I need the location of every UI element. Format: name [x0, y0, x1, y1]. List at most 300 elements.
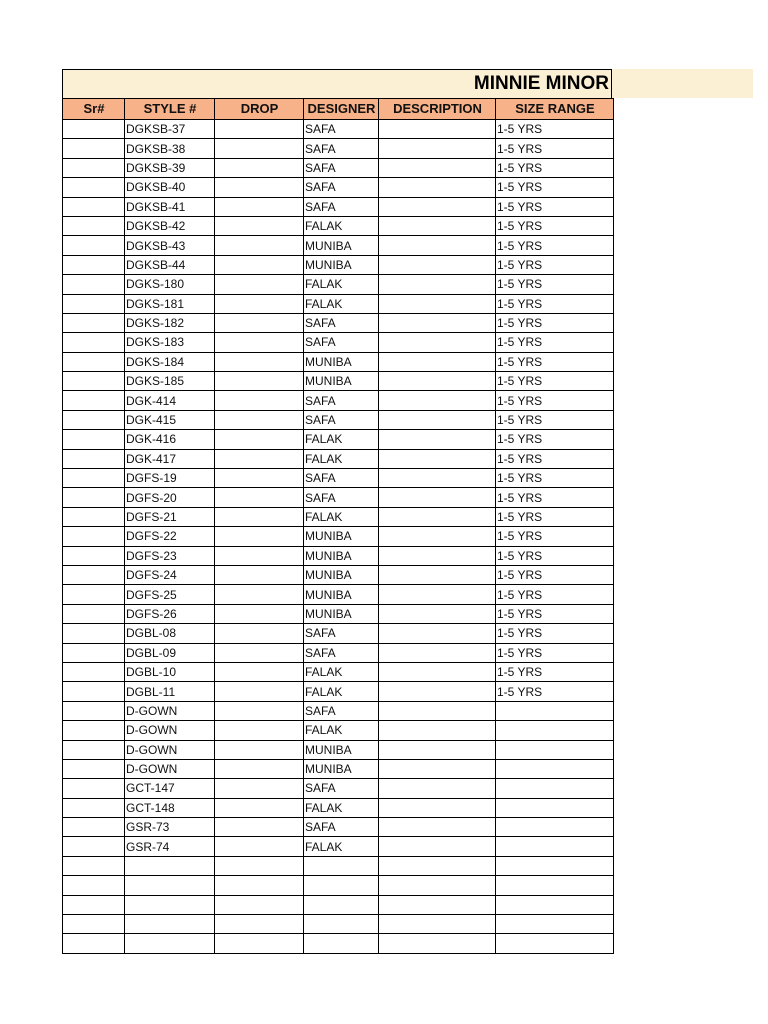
- cell-sr[interactable]: [63, 294, 125, 313]
- cell-designer[interactable]: SAFA: [304, 701, 379, 720]
- cell-description[interactable]: [379, 391, 496, 410]
- table-row: [63, 934, 614, 953]
- cell-size-range[interactable]: 1-5 YRS: [496, 158, 614, 177]
- cell-drop[interactable]: [215, 818, 304, 837]
- table-row: [63, 876, 614, 895]
- table-row: [63, 178, 614, 197]
- cell-size-range[interactable]: 1-5 YRS: [496, 449, 614, 468]
- cell-description[interactable]: [379, 158, 496, 177]
- cell-sr[interactable]: [63, 507, 125, 526]
- cell-description[interactable]: [379, 818, 496, 837]
- cell-description[interactable]: [379, 275, 496, 294]
- cell-drop[interactable]: [215, 837, 304, 856]
- cell-style[interactable]: [125, 915, 215, 934]
- cell-drop[interactable]: [215, 236, 304, 255]
- table-row: [63, 120, 614, 139]
- cell-size-range[interactable]: 1-5 YRS: [496, 546, 614, 565]
- cell-drop[interactable]: [215, 798, 304, 817]
- cell-drop[interactable]: [215, 313, 304, 332]
- cell-size-range[interactable]: [496, 779, 614, 798]
- cell-designer[interactable]: SAFA: [304, 624, 379, 643]
- cell-description[interactable]: [379, 565, 496, 584]
- table-row: [63, 294, 614, 313]
- cell-style[interactable]: DGKSB-41: [125, 197, 215, 216]
- cell-size-range[interactable]: [496, 915, 614, 934]
- cell-description[interactable]: [379, 449, 496, 468]
- cell-style[interactable]: DGKS-183: [125, 333, 215, 352]
- cell-style[interactable]: DGKSB-44: [125, 255, 215, 274]
- cell-description[interactable]: [379, 798, 496, 817]
- cell-style[interactable]: [125, 876, 215, 895]
- table-row: [63, 372, 614, 391]
- table-row: [63, 759, 614, 778]
- cell-designer[interactable]: [304, 856, 379, 875]
- cell-style[interactable]: DGBL-10: [125, 662, 215, 681]
- cell-designer[interactable]: MUNIBA: [304, 236, 379, 255]
- cell-size-range[interactable]: 1-5 YRS: [496, 662, 614, 681]
- cell-size-range[interactable]: 1-5 YRS: [496, 139, 614, 158]
- cell-size-range[interactable]: 1-5 YRS: [496, 352, 614, 371]
- cell-size-range[interactable]: 1-5 YRS: [496, 565, 614, 584]
- style-table: [62, 98, 614, 954]
- cell-sr[interactable]: [63, 856, 125, 875]
- cell-sr[interactable]: [63, 469, 125, 488]
- table-row: [63, 488, 614, 507]
- cell-sr[interactable]: [63, 876, 125, 895]
- table-row: [63, 449, 614, 468]
- cell-size-range[interactable]: [496, 876, 614, 895]
- cell-drop[interactable]: [215, 721, 304, 740]
- header-drop[interactable]: DROP: [215, 99, 304, 120]
- cell-sr[interactable]: [63, 798, 125, 817]
- cell-size-range[interactable]: [496, 740, 614, 759]
- cell-sr[interactable]: [63, 197, 125, 216]
- table-row: [63, 915, 614, 934]
- cell-description[interactable]: [379, 333, 496, 352]
- sheet-title: MINNIE MINOR: [62, 69, 612, 98]
- cell-style[interactable]: [125, 934, 215, 953]
- cell-drop[interactable]: [215, 895, 304, 914]
- cell-description[interactable]: [379, 662, 496, 681]
- table-row: [63, 818, 614, 837]
- cell-style[interactable]: DGFS-22: [125, 527, 215, 546]
- cell-style[interactable]: DGBL-11: [125, 682, 215, 701]
- cell-size-range[interactable]: 1-5 YRS: [496, 120, 614, 139]
- cell-description[interactable]: [379, 527, 496, 546]
- cell-description[interactable]: [379, 430, 496, 449]
- cell-designer[interactable]: MUNIBA: [304, 527, 379, 546]
- cell-size-range[interactable]: 1-5 YRS: [496, 236, 614, 255]
- cell-style[interactable]: [125, 895, 215, 914]
- table-row: [63, 721, 614, 740]
- cell-designer[interactable]: SAFA: [304, 643, 379, 662]
- cell-designer[interactable]: [304, 934, 379, 953]
- cell-description[interactable]: [379, 507, 496, 526]
- cell-style[interactable]: GSR-74: [125, 837, 215, 856]
- cell-size-range[interactable]: [496, 721, 614, 740]
- cell-designer[interactable]: MUNIBA: [304, 604, 379, 623]
- cell-size-range[interactable]: 1-5 YRS: [496, 604, 614, 623]
- cell-drop[interactable]: [215, 449, 304, 468]
- cell-style[interactable]: DGK-417: [125, 449, 215, 468]
- cell-size-range[interactable]: 1-5 YRS: [496, 527, 614, 546]
- cell-description[interactable]: [379, 759, 496, 778]
- cell-drop[interactable]: [215, 275, 304, 294]
- table-row: [63, 333, 614, 352]
- cell-drop[interactable]: [215, 662, 304, 681]
- table-row: [63, 216, 614, 235]
- cell-designer[interactable]: MUNIBA: [304, 740, 379, 759]
- cell-designer[interactable]: FALAK: [304, 294, 379, 313]
- table-row: [63, 313, 614, 332]
- cell-designer[interactable]: SAFA: [304, 333, 379, 352]
- cell-sr[interactable]: [63, 391, 125, 410]
- cell-style[interactable]: DGFS-19: [125, 469, 215, 488]
- cell-sr[interactable]: [63, 216, 125, 235]
- cell-description[interactable]: [379, 313, 496, 332]
- cell-description[interactable]: [379, 255, 496, 274]
- cell-designer[interactable]: SAFA: [304, 779, 379, 798]
- cell-sr[interactable]: [63, 721, 125, 740]
- cell-size-range[interactable]: 1-5 YRS: [496, 585, 614, 604]
- cell-description[interactable]: [379, 779, 496, 798]
- cell-description[interactable]: [379, 197, 496, 216]
- cell-sr[interactable]: [63, 236, 125, 255]
- cell-designer[interactable]: SAFA: [304, 197, 379, 216]
- cell-sr[interactable]: [63, 120, 125, 139]
- cell-designer[interactable]: MUNIBA: [304, 585, 379, 604]
- header-description[interactable]: DESCRIPTION: [379, 99, 496, 120]
- cell-description[interactable]: [379, 837, 496, 856]
- cell-style[interactable]: GSR-73: [125, 818, 215, 837]
- cell-size-range[interactable]: [496, 837, 614, 856]
- cell-description[interactable]: [379, 682, 496, 701]
- cell-style[interactable]: GCT-147: [125, 779, 215, 798]
- cell-description[interactable]: [379, 410, 496, 429]
- cell-description[interactable]: [379, 352, 496, 371]
- cell-style[interactable]: DGKS-180: [125, 275, 215, 294]
- cell-size-range[interactable]: [496, 895, 614, 914]
- cell-sr[interactable]: [63, 275, 125, 294]
- cell-style[interactable]: DGFS-25: [125, 585, 215, 604]
- cell-drop[interactable]: [215, 856, 304, 875]
- cell-drop[interactable]: [215, 565, 304, 584]
- cell-size-range[interactable]: 1-5 YRS: [496, 313, 614, 332]
- cell-sr[interactable]: [63, 701, 125, 720]
- cell-description[interactable]: [379, 624, 496, 643]
- cell-designer[interactable]: SAFA: [304, 469, 379, 488]
- cell-sr[interactable]: [63, 565, 125, 584]
- cell-style[interactable]: DGKSB-38: [125, 139, 215, 158]
- cell-drop[interactable]: [215, 391, 304, 410]
- table-row: [63, 856, 614, 875]
- cell-style[interactable]: DGBL-08: [125, 624, 215, 643]
- cell-style[interactable]: DGKSB-40: [125, 178, 215, 197]
- cell-description[interactable]: [379, 372, 496, 391]
- cell-drop[interactable]: [215, 120, 304, 139]
- cell-size-range[interactable]: 1-5 YRS: [496, 469, 614, 488]
- cell-drop[interactable]: [215, 507, 304, 526]
- cell-description[interactable]: [379, 876, 496, 895]
- cell-size-range[interactable]: 1-5 YRS: [496, 488, 614, 507]
- cell-description[interactable]: [379, 643, 496, 662]
- table-row: [63, 527, 614, 546]
- cell-sr[interactable]: [63, 837, 125, 856]
- cell-size-range[interactable]: 1-5 YRS: [496, 430, 614, 449]
- cell-style[interactable]: DGKS-184: [125, 352, 215, 371]
- cell-designer[interactable]: MUNIBA: [304, 546, 379, 565]
- cell-description[interactable]: [379, 856, 496, 875]
- cell-size-range[interactable]: [496, 798, 614, 817]
- cell-description[interactable]: [379, 701, 496, 720]
- cell-drop[interactable]: [215, 759, 304, 778]
- cell-description[interactable]: [379, 469, 496, 488]
- cell-sr[interactable]: [63, 333, 125, 352]
- cell-drop[interactable]: [215, 915, 304, 934]
- cell-designer[interactable]: SAFA: [304, 313, 379, 332]
- cell-designer[interactable]: MUNIBA: [304, 255, 379, 274]
- cell-style[interactable]: DGFS-20: [125, 488, 215, 507]
- cell-designer[interactable]: SAFA: [304, 158, 379, 177]
- cell-description[interactable]: [379, 236, 496, 255]
- cell-description[interactable]: [379, 216, 496, 235]
- cell-sr[interactable]: [63, 372, 125, 391]
- cell-description[interactable]: [379, 915, 496, 934]
- cell-sr[interactable]: [63, 313, 125, 332]
- cell-designer[interactable]: SAFA: [304, 139, 379, 158]
- cell-style[interactable]: DGFS-23: [125, 546, 215, 565]
- cell-designer[interactable]: FALAK: [304, 430, 379, 449]
- cell-style[interactable]: D-GOWN: [125, 721, 215, 740]
- cell-sr[interactable]: [63, 352, 125, 371]
- cell-drop[interactable]: [215, 682, 304, 701]
- cell-designer[interactable]: [304, 915, 379, 934]
- cell-style[interactable]: D-GOWN: [125, 701, 215, 720]
- cell-designer[interactable]: FALAK: [304, 837, 379, 856]
- header-row: [63, 99, 614, 120]
- cell-sr[interactable]: [63, 740, 125, 759]
- cell-size-range[interactable]: 1-5 YRS: [496, 197, 614, 216]
- cell-description[interactable]: [379, 120, 496, 139]
- cell-drop[interactable]: [215, 372, 304, 391]
- cell-sr[interactable]: [63, 178, 125, 197]
- cell-style[interactable]: DGK-414: [125, 391, 215, 410]
- cell-sr[interactable]: [63, 915, 125, 934]
- cell-sr[interactable]: [63, 255, 125, 274]
- table-row: [63, 779, 614, 798]
- cell-size-range[interactable]: 1-5 YRS: [496, 294, 614, 313]
- cell-description[interactable]: [379, 139, 496, 158]
- cell-style[interactable]: DGKSB-37: [125, 120, 215, 139]
- cell-designer[interactable]: SAFA: [304, 488, 379, 507]
- cell-sr[interactable]: [63, 624, 125, 643]
- cell-drop[interactable]: [215, 197, 304, 216]
- cell-drop[interactable]: [215, 255, 304, 274]
- cell-sr[interactable]: [63, 604, 125, 623]
- cell-drop[interactable]: [215, 178, 304, 197]
- cell-drop[interactable]: [215, 352, 304, 371]
- cell-size-range[interactable]: [496, 856, 614, 875]
- cell-size-range[interactable]: 1-5 YRS: [496, 507, 614, 526]
- table-row: [63, 565, 614, 584]
- cell-style[interactable]: GCT-148: [125, 798, 215, 817]
- cell-designer[interactable]: FALAK: [304, 682, 379, 701]
- cell-designer[interactable]: FALAK: [304, 275, 379, 294]
- cell-drop[interactable]: [215, 643, 304, 662]
- table-row: [63, 236, 614, 255]
- table-row: [63, 798, 614, 817]
- cell-sr[interactable]: [63, 430, 125, 449]
- table-row: [63, 604, 614, 623]
- table-row: [63, 391, 614, 410]
- cell-drop[interactable]: [215, 294, 304, 313]
- cell-sr[interactable]: [63, 759, 125, 778]
- cell-sr[interactable]: [63, 779, 125, 798]
- cell-size-range[interactable]: 1-5 YRS: [496, 372, 614, 391]
- cell-style[interactable]: D-GOWN: [125, 740, 215, 759]
- cell-designer[interactable]: FALAK: [304, 798, 379, 817]
- cell-size-range[interactable]: [496, 818, 614, 837]
- cell-style[interactable]: DGFS-26: [125, 604, 215, 623]
- cell-description[interactable]: [379, 546, 496, 565]
- cell-drop[interactable]: [215, 430, 304, 449]
- cell-drop[interactable]: [215, 779, 304, 798]
- cell-description[interactable]: [379, 294, 496, 313]
- table-row: [63, 662, 614, 681]
- cell-size-range[interactable]: [496, 934, 614, 953]
- cell-sr[interactable]: [63, 818, 125, 837]
- cell-designer[interactable]: SAFA: [304, 178, 379, 197]
- cell-size-range[interactable]: 1-5 YRS: [496, 391, 614, 410]
- cell-style[interactable]: DGKS-181: [125, 294, 215, 313]
- cell-designer[interactable]: FALAK: [304, 507, 379, 526]
- cell-style[interactable]: DGKSB-42: [125, 216, 215, 235]
- cell-sr[interactable]: [63, 527, 125, 546]
- cell-style[interactable]: DGKS-185: [125, 372, 215, 391]
- cell-style[interactable]: DGKS-182: [125, 313, 215, 332]
- cell-sr[interactable]: [63, 682, 125, 701]
- cell-designer[interactable]: FALAK: [304, 449, 379, 468]
- cell-designer[interactable]: MUNIBA: [304, 759, 379, 778]
- cell-drop[interactable]: [215, 216, 304, 235]
- cell-drop[interactable]: [215, 546, 304, 565]
- header-designer[interactable]: DESIGNER: [304, 99, 379, 120]
- cell-drop[interactable]: [215, 876, 304, 895]
- cell-style[interactable]: DGFS-21: [125, 507, 215, 526]
- table-row: [63, 507, 614, 526]
- cell-description[interactable]: [379, 721, 496, 740]
- cell-sr[interactable]: [63, 488, 125, 507]
- cell-style[interactable]: D-GOWN: [125, 759, 215, 778]
- cell-size-range[interactable]: 1-5 YRS: [496, 178, 614, 197]
- cell-style[interactable]: DGK-415: [125, 410, 215, 429]
- cell-sr[interactable]: [63, 139, 125, 158]
- cell-designer[interactable]: MUNIBA: [304, 565, 379, 584]
- cell-drop[interactable]: [215, 469, 304, 488]
- cell-size-range[interactable]: 1-5 YRS: [496, 643, 614, 662]
- cell-designer[interactable]: [304, 876, 379, 895]
- table-row: [63, 275, 614, 294]
- cell-size-range[interactable]: 1-5 YRS: [496, 216, 614, 235]
- cell-description[interactable]: [379, 488, 496, 507]
- table-row: [63, 430, 614, 449]
- cell-drop[interactable]: [215, 158, 304, 177]
- cell-style[interactable]: DGK-416: [125, 430, 215, 449]
- cell-size-range[interactable]: 1-5 YRS: [496, 255, 614, 274]
- table-row: [63, 469, 614, 488]
- cell-designer[interactable]: SAFA: [304, 120, 379, 139]
- cell-size-range[interactable]: [496, 759, 614, 778]
- cell-sr[interactable]: [63, 410, 125, 429]
- cell-designer[interactable]: FALAK: [304, 216, 379, 235]
- cell-description[interactable]: [379, 895, 496, 914]
- cell-size-range[interactable]: 1-5 YRS: [496, 333, 614, 352]
- header-size-range[interactable]: SIZE RANGE: [496, 99, 614, 120]
- cell-drop[interactable]: [215, 624, 304, 643]
- cell-style[interactable]: [125, 856, 215, 875]
- cell-size-range[interactable]: 1-5 YRS: [496, 410, 614, 429]
- cell-description[interactable]: [379, 604, 496, 623]
- cell-sr[interactable]: [63, 158, 125, 177]
- cell-style[interactable]: DGKSB-39: [125, 158, 215, 177]
- cell-designer[interactable]: SAFA: [304, 391, 379, 410]
- cell-drop[interactable]: [215, 934, 304, 953]
- cell-sr[interactable]: [63, 546, 125, 565]
- cell-size-range[interactable]: 1-5 YRS: [496, 624, 614, 643]
- cell-sr[interactable]: [63, 662, 125, 681]
- cell-style[interactable]: DGFS-24: [125, 565, 215, 584]
- cell-drop[interactable]: [215, 604, 304, 623]
- cell-designer[interactable]: FALAK: [304, 721, 379, 740]
- cell-designer[interactable]: MUNIBA: [304, 352, 379, 371]
- table-row: [63, 255, 614, 274]
- cell-sr[interactable]: [63, 585, 125, 604]
- cell-size-range[interactable]: 1-5 YRS: [496, 682, 614, 701]
- cell-drop[interactable]: [215, 139, 304, 158]
- table-row: [63, 352, 614, 371]
- cell-sr[interactable]: [63, 643, 125, 662]
- cell-sr[interactable]: [63, 934, 125, 953]
- table-row: [63, 682, 614, 701]
- cell-drop[interactable]: [215, 410, 304, 429]
- cell-drop[interactable]: [215, 488, 304, 507]
- table-row: [63, 701, 614, 720]
- cell-sr[interactable]: [63, 449, 125, 468]
- cell-designer[interactable]: FALAK: [304, 662, 379, 681]
- cell-size-range[interactable]: 1-5 YRS: [496, 275, 614, 294]
- cell-description[interactable]: [379, 585, 496, 604]
- cell-designer[interactable]: SAFA: [304, 410, 379, 429]
- cell-style[interactable]: DGKSB-43: [125, 236, 215, 255]
- table-row: [63, 158, 614, 177]
- cell-designer[interactable]: SAFA: [304, 818, 379, 837]
- cell-designer[interactable]: [304, 895, 379, 914]
- cell-drop[interactable]: [215, 333, 304, 352]
- cell-drop[interactable]: [215, 740, 304, 759]
- cell-drop[interactable]: [215, 527, 304, 546]
- cell-description[interactable]: [379, 740, 496, 759]
- cell-description[interactable]: [379, 934, 496, 953]
- header-style[interactable]: STYLE #: [125, 99, 215, 120]
- cell-drop[interactable]: [215, 701, 304, 720]
- cell-style[interactable]: DGBL-09: [125, 643, 215, 662]
- cell-drop[interactable]: [215, 585, 304, 604]
- header-sr[interactable]: Sr#: [63, 99, 125, 120]
- cell-description[interactable]: [379, 178, 496, 197]
- cell-designer[interactable]: MUNIBA: [304, 372, 379, 391]
- cell-sr[interactable]: [63, 895, 125, 914]
- cell-size-range[interactable]: [496, 701, 614, 720]
